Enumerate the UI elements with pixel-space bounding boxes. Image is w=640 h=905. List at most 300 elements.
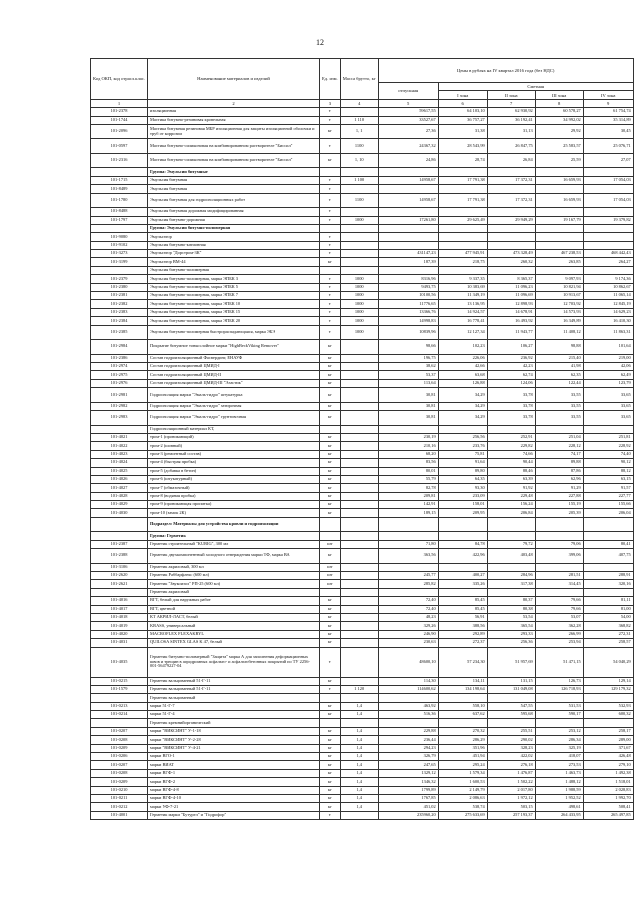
- name-cell: марки ВИАТ: [148, 761, 320, 769]
- zone-3-price-cell: 29,92: [535, 124, 583, 139]
- current-price-cell: 55,79: [378, 475, 438, 483]
- zone-4-price-cell: 33,65: [583, 411, 633, 426]
- zone-2-price-cell: 2 017,80: [487, 786, 535, 794]
- zone-3-price-cell: 205,39: [535, 509, 583, 517]
- current-price-cell: 83,56: [378, 459, 438, 467]
- mass-cell: [340, 108, 378, 116]
- table-row: [91, 475, 634, 483]
- table-row: [91, 292, 634, 300]
- zone-3-price-cell: [535, 168, 583, 176]
- zone-2-price-cell: [487, 719, 535, 727]
- code-cell: 101-0208: [91, 769, 148, 777]
- zone-3-price-cell: 126 718,93: [535, 685, 583, 693]
- zone-3-price-cell: 98,88: [535, 340, 583, 355]
- zone-1-price-cell: 14 924,57: [438, 308, 487, 316]
- zone-3-price-cell: 79,06: [535, 540, 583, 548]
- zone-4-price-cell: 54,00: [583, 613, 633, 621]
- zone-3-price-cell: 498,61: [535, 803, 583, 811]
- zone-4-price-cell: 600,32: [583, 711, 633, 719]
- table-row: [91, 803, 634, 811]
- unit-cell: т: [320, 283, 341, 291]
- zone-1-price-cell: 451,94: [438, 753, 487, 761]
- zone-1-price-cell: 85,45: [438, 597, 487, 605]
- current-price-cell: 1329,12: [378, 769, 438, 777]
- current-price-cell: 210,16: [378, 442, 438, 450]
- unit-cell: т: [320, 647, 341, 677]
- zone-3-price-cell: 60 578,27: [535, 108, 583, 116]
- zone-4-price-cell: [583, 168, 633, 176]
- table-body: [91, 108, 634, 820]
- zone-2-price-cell: 403,48: [487, 549, 535, 564]
- name-cell: марки ВГО-1: [148, 753, 320, 761]
- table-row: [91, 580, 634, 588]
- name-cell: Герметик кремнийорганический: [148, 719, 320, 727]
- unit-cell: кг: [320, 803, 341, 811]
- name-cell: Гидроизоляционный материал КТ,: [148, 425, 320, 433]
- zone-3-price-cell: 314,45: [535, 580, 583, 588]
- current-price-cell: 59617,55: [378, 108, 438, 116]
- zone-3-price-cell: 53,07: [535, 613, 583, 621]
- table-row: [91, 597, 634, 605]
- table-row: [91, 317, 634, 325]
- zone-2-price-cell: 106,27: [487, 340, 535, 355]
- code-cell: 101-2316: [91, 153, 148, 168]
- name-cell: Группа: Герметик: [148, 532, 320, 540]
- group-row: [91, 168, 634, 176]
- mass-cell: 1000: [340, 292, 378, 300]
- header-price-caption: Цены в рублях на IV квартал 2016 года (без НДС): [378, 59, 633, 83]
- zone-1-price-cell: 13 136,95: [438, 300, 487, 308]
- name-cell: Эмульсия битумно-полимерная, марка ЭПБК 7: [148, 292, 320, 300]
- table-row: [91, 613, 634, 621]
- header-zone-4: IV зона: [583, 91, 633, 99]
- zone-2-price-cell: 33,78: [487, 402, 535, 410]
- name-cell: Герметик двухкомпонентный холодного отверждения марки ТФ, марка ВА: [148, 549, 320, 564]
- mass-cell: 1,4: [340, 786, 378, 794]
- zone-3-price-cell: 33,55: [535, 388, 583, 403]
- zone-4-price-cell: 228,92: [583, 442, 633, 450]
- zone-1-price-cell: 10 383,69: [438, 283, 487, 291]
- current-price-cell: 13366,76: [378, 308, 438, 316]
- table-row: [91, 153, 634, 168]
- unit-cell: кг: [320, 340, 341, 355]
- code-cell: 101-0215: [91, 677, 148, 685]
- name-cell: Состав гидроизоляционный ЦМИД-II: [148, 371, 320, 379]
- code-cell: [91, 224, 148, 232]
- mass-cell: 1 100: [340, 176, 378, 184]
- unit-cell: [320, 168, 341, 176]
- unit-cell: кг: [320, 630, 341, 638]
- code-cell: 101-9102: [91, 241, 148, 249]
- zone-3-price-cell: 34 992,02: [535, 116, 583, 124]
- zone-2-price-cell: 257 193,37: [487, 811, 535, 819]
- zone-1-price-cell: 270,32: [438, 727, 487, 735]
- zone-2-price-cell: 260,32: [487, 258, 535, 266]
- current-price-cell: 246,90: [378, 630, 438, 638]
- current-price-cell: 1799,89: [378, 786, 438, 794]
- zone-2-price-cell: 503,15: [487, 803, 535, 811]
- mass-cell: [340, 613, 378, 621]
- zone-2-price-cell: 206,84: [487, 509, 535, 517]
- mass-cell: 1000: [340, 275, 378, 283]
- zone-2-price-cell: 473 328,49: [487, 250, 535, 258]
- zone-1-price-cell: 31,38: [438, 124, 487, 139]
- zone-4-price-cell: 11 065,14: [583, 292, 633, 300]
- code-cell: 101-2385: [91, 325, 148, 340]
- zone-4-price-cell: 25 076,71: [583, 139, 633, 154]
- table-row: [91, 354, 634, 362]
- current-price-cell: 1346,32: [378, 778, 438, 786]
- name-cell: Герметик Раббарфлекс (600 мл): [148, 572, 320, 580]
- zone-3-price-cell: 62,96: [535, 475, 583, 483]
- table-row: [91, 622, 634, 630]
- current-price-cell: 10839,96: [378, 325, 438, 340]
- table-row: [91, 753, 634, 761]
- current-price-cell: 33527,67: [378, 116, 438, 124]
- zone-2-price-cell: 252,91: [487, 433, 535, 441]
- current-price-cell: [378, 233, 438, 241]
- zone-1-price-cell: 1 600,53: [438, 778, 487, 786]
- current-price-cell: 9493,75: [378, 283, 438, 291]
- code-cell: 101-4029: [91, 501, 148, 509]
- current-price-cell: [378, 517, 438, 532]
- mass-cell: [340, 563, 378, 571]
- mass-cell: 1,4: [340, 803, 378, 811]
- zone-2-price-cell: [487, 563, 535, 571]
- zone-4-price-cell: 227,77: [583, 492, 633, 500]
- unit-cell: [320, 517, 341, 532]
- zone-3-price-cell: 126,73: [535, 677, 583, 685]
- mass-cell: 1,4: [340, 761, 378, 769]
- zone-2-price-cell: 256,36: [487, 639, 535, 647]
- mass-cell: [340, 224, 378, 232]
- current-price-cell: 245,77: [378, 572, 438, 580]
- zone-4-price-cell: 1 492,38: [583, 769, 633, 777]
- zone-3-price-cell: [535, 224, 583, 232]
- unit-cell: кг: [320, 492, 341, 500]
- zone-4-price-cell: 35 314,89: [583, 116, 633, 124]
- name-cell: Герметик "Звукоизол" РП-25 (600 мл): [148, 580, 320, 588]
- code-cell: 101-4024: [91, 459, 148, 467]
- header-mass: Масса брутто, кг: [340, 59, 378, 100]
- name-cell: Эмульгатор ВМ-44: [148, 258, 320, 266]
- colnum: 5: [378, 99, 438, 107]
- table-row: [91, 185, 634, 193]
- unit-cell: кг: [320, 379, 341, 387]
- code-cell: 101-2383: [91, 308, 148, 316]
- zone-3-price-cell: 253,94: [535, 639, 583, 647]
- zone-4-price-cell: [583, 241, 633, 249]
- table-row: [91, 727, 634, 735]
- zone-4-price-cell: 371,67: [583, 744, 633, 752]
- unit-cell: т: [320, 811, 341, 819]
- zone-1-price-cell: 42,66: [438, 362, 487, 370]
- zone-4-price-cell: 11 863,31: [583, 325, 633, 340]
- zone-4-price-cell: 33,65: [583, 402, 633, 410]
- code-cell: 101-4035: [91, 647, 148, 677]
- zone-3-price-cell: 25,59: [535, 153, 583, 168]
- zone-1-price-cell: 93,30: [438, 484, 487, 492]
- zone-1-price-cell: 64,35: [438, 475, 487, 483]
- name-cell: Герметик вальцованный: [148, 694, 320, 702]
- zone-1-price-cell: 233,76: [438, 442, 487, 450]
- unit-cell: [320, 266, 341, 274]
- table-row: [91, 241, 634, 249]
- unit-cell: кг: [320, 433, 341, 441]
- code-cell: 101-0210: [91, 786, 148, 794]
- table-row: [91, 266, 634, 274]
- zone-2-price-cell: 90,44: [487, 459, 535, 467]
- zone-3-price-cell: [535, 185, 583, 193]
- table-row: [91, 769, 634, 777]
- name-cell: Эмульсия битумно-полимерная, марка ЭПБК 20: [148, 317, 320, 325]
- zone-3-price-cell: [535, 233, 583, 241]
- mass-cell: [340, 379, 378, 387]
- unit-cell: кг: [320, 702, 341, 710]
- zone-1-price-cell: 558,10: [438, 702, 487, 710]
- name-cell: Эмульсия битумно-полимерная, марка ЭПБК 3: [148, 275, 320, 283]
- zone-2-price-cell: 11 943,77: [487, 325, 535, 340]
- unit-cell: кг: [320, 411, 341, 426]
- unit-cell: т: [320, 233, 341, 241]
- mass-cell: 1000: [340, 283, 378, 291]
- mass-cell: [340, 467, 378, 475]
- header-zone-1: I зона: [438, 91, 487, 99]
- table-row: [91, 761, 634, 769]
- unit-cell: т: [320, 139, 341, 154]
- mass-cell: 1,4: [340, 778, 378, 786]
- zone-2-price-cell: 12 898,93: [487, 300, 535, 308]
- zone-1-price-cell: 538,74: [438, 803, 487, 811]
- zone-3-price-cell: 1 463,73: [535, 769, 583, 777]
- zone-3-price-cell: 19 167,79: [535, 216, 583, 224]
- mass-cell: [340, 402, 378, 410]
- name-cell: марки ВГФ-4-8: [148, 786, 320, 794]
- zone-2-price-cell: 1 502,22: [487, 778, 535, 786]
- zone-2-price-cell: 80,37: [487, 597, 535, 605]
- unit-cell: кг: [320, 778, 341, 786]
- zone-3-price-cell: 228,12: [535, 442, 583, 450]
- zone-1-price-cell: [438, 694, 487, 702]
- name-cell: Группа: Эмульсии битумно-полимерная: [148, 224, 320, 232]
- table-row: [91, 258, 634, 266]
- code-cell: 101-3273: [91, 250, 148, 258]
- mass-cell: [340, 354, 378, 362]
- zone-1-price-cell: 91,64: [438, 459, 487, 467]
- zone-2-price-cell: [487, 168, 535, 176]
- name-cell: Мастика битумно-силиконовая на комбинированном растворителе "Биссил": [148, 153, 320, 168]
- code-cell: 101-4031: [91, 639, 148, 647]
- zone-4-price-cell: [583, 517, 633, 532]
- code-cell: 101-0207: [91, 761, 148, 769]
- unit-cell: кг: [320, 753, 341, 761]
- code-cell: 101-1744: [91, 116, 148, 124]
- zone-2-price-cell: 42,23: [487, 362, 535, 370]
- name-cell: Герметик вальцованный 51-Г-11: [148, 677, 320, 685]
- mass-cell: 1,4: [340, 795, 378, 803]
- current-price-cell: 229,88: [378, 727, 438, 735]
- zone-1-price-cell: 12 127,34: [438, 325, 487, 340]
- code-cell: 101-8489: [91, 185, 148, 193]
- zone-2-price-cell: 365,54: [487, 622, 535, 630]
- mass-cell: [340, 597, 378, 605]
- mass-cell: [340, 677, 378, 685]
- zone-2-price-cell: 91,92: [487, 484, 535, 492]
- unit-cell: т: [320, 193, 341, 208]
- name-cell: Эмульсия битумно-полимерная, марка ЭПБК 10: [148, 300, 320, 308]
- table-row: [91, 795, 634, 803]
- zone-1-price-cell: 1 579,34: [438, 769, 487, 777]
- zone-3-price-cell: 12 703,92: [535, 300, 583, 308]
- mass-cell: [340, 532, 378, 540]
- code-cell: 101-2984: [91, 340, 148, 355]
- colnum: 7: [487, 99, 535, 107]
- mass-cell: [340, 266, 378, 274]
- zone-1-price-cell: 256,56: [438, 433, 487, 441]
- zone-2-price-cell: [487, 588, 535, 596]
- zone-4-price-cell: 17 054,03: [583, 176, 633, 184]
- zone-3-price-cell: 1 988,59: [535, 786, 583, 794]
- table-row: [91, 308, 634, 316]
- mass-cell: 1000: [340, 325, 378, 340]
- unit-cell: кг: [320, 371, 341, 379]
- name-cell: QUILOSA SINTEX GLAS K 47, белый: [148, 639, 320, 647]
- zone-1-price-cell: 286,29: [438, 736, 487, 744]
- code-cell: 101-4020: [91, 630, 148, 638]
- current-price-cell: 38,62: [378, 362, 438, 370]
- table-row: [91, 124, 634, 139]
- zone-4-price-cell: 63,15: [583, 475, 633, 483]
- unit-cell: [320, 224, 341, 232]
- zone-3-price-cell: 264 433,95: [535, 811, 583, 819]
- zone-1-price-cell: 11 349,19: [438, 292, 487, 300]
- code-cell: 101-1715: [91, 176, 148, 184]
- current-price-cell: 285,82: [378, 580, 438, 588]
- current-price-cell: 294,23: [378, 744, 438, 752]
- group-row: [91, 517, 634, 532]
- zone-3-price-cell: 62,35: [535, 371, 583, 379]
- current-price-cell: 72,40: [378, 597, 438, 605]
- zone-4-price-cell: 368,82: [583, 622, 633, 630]
- code-cell: 101-2982: [91, 402, 148, 410]
- name-cell: марки 51-Г-7: [148, 702, 320, 710]
- zone-4-price-cell: 14 629,23: [583, 308, 633, 316]
- mass-cell: [340, 509, 378, 517]
- current-price-cell: [378, 588, 438, 596]
- zone-3-price-cell: [535, 241, 583, 249]
- zone-2-price-cell: 17 372,31: [487, 176, 535, 184]
- table-row: [91, 459, 634, 467]
- current-price-cell: [378, 425, 438, 433]
- code-cell: [91, 517, 148, 532]
- code-cell: 101-0214: [91, 711, 148, 719]
- zone-3-price-cell: 87,86: [535, 467, 583, 475]
- unit-cell: т: [320, 250, 341, 258]
- unit-cell: т: [320, 241, 341, 249]
- code-cell: 101-4026: [91, 475, 148, 483]
- zone-3-price-cell: 41,98: [535, 362, 583, 370]
- mass-cell: 1,4: [340, 736, 378, 744]
- zone-4-price-cell: 90,12: [583, 459, 633, 467]
- name-cell: тром-7 (обмазочный): [148, 484, 320, 492]
- mass-cell: [340, 241, 378, 249]
- group-row: [91, 224, 634, 232]
- current-price-cell: 98,66: [378, 340, 438, 355]
- zone-2-price-cell: 11 096,69: [487, 292, 535, 300]
- zone-4-price-cell: 17 054,03: [583, 193, 633, 208]
- name-cell: тром-1 (проникающий): [148, 433, 320, 441]
- code-cell: 101-4030: [91, 509, 148, 517]
- current-price-cell: 235960,20: [378, 811, 438, 819]
- table-row: [91, 492, 634, 500]
- colnum: 3: [320, 99, 341, 107]
- zone-4-price-cell: 42,06: [583, 362, 633, 370]
- current-price-cell: 48600,10: [378, 647, 438, 677]
- code-cell: 101-4017: [91, 605, 148, 613]
- name-cell: Гидроизоляция марки "Эмаль-гидро" штукатурка: [148, 388, 320, 403]
- zone-3-price-cell: 91,29: [535, 484, 583, 492]
- code-cell: 101-4022: [91, 442, 148, 450]
- mass-cell: [340, 258, 378, 266]
- current-price-cell: 189,15: [378, 509, 438, 517]
- zone-3-price-cell: 25 583,57: [535, 139, 583, 154]
- unit-cell: кг: [320, 402, 341, 410]
- mass-cell: [340, 588, 378, 596]
- zone-2-price-cell: 595,68: [487, 711, 535, 719]
- name-cell: тром-4 (быстрая пробка): [148, 459, 320, 467]
- zone-3-price-cell: 253,12: [535, 727, 583, 735]
- code-cell: 101-1780: [91, 193, 148, 208]
- zone-1-price-cell: 292,89: [438, 630, 487, 638]
- table-row: [91, 275, 634, 283]
- colnum: 6: [438, 99, 487, 107]
- table-row: [91, 139, 634, 154]
- name-cell: марки "ВИКСИНТ" У-1-18: [148, 727, 320, 735]
- unit-cell: кг: [320, 501, 341, 509]
- code-cell: 101-0597: [91, 139, 148, 154]
- unit-cell: т: [320, 275, 341, 283]
- zone-4-price-cell: 468 442,43: [583, 250, 633, 258]
- code-cell: 101-2981: [91, 388, 148, 403]
- mass-cell: [340, 411, 378, 426]
- zone-3-price-cell: [535, 266, 583, 274]
- group-row: [91, 532, 634, 540]
- mass-cell: 1 110: [340, 116, 378, 124]
- zone-3-price-cell: 16 659,93: [535, 176, 583, 184]
- zone-3-price-cell: 215,40: [535, 354, 583, 362]
- unit-cell: кг: [320, 549, 341, 564]
- code-cell: 101-2380: [91, 283, 148, 291]
- zone-1-price-cell: 295,24: [438, 761, 487, 769]
- current-price-cell: 14958,67: [378, 193, 438, 208]
- column-number-row: [91, 99, 634, 107]
- mass-cell: [340, 572, 378, 580]
- zone-1-price-cell: 218,75: [438, 258, 487, 266]
- name-cell: Мастика битумно-силиконовая на комбинированном растворителе "Биссил": [148, 139, 320, 154]
- table-row: [91, 208, 634, 216]
- current-price-cell: 14958,67: [378, 176, 438, 184]
- zone-3-price-cell: 273,53: [535, 761, 583, 769]
- zone-3-price-cell: 74,17: [535, 450, 583, 458]
- name-cell: Эмульгатор "Дорстром-3К": [148, 250, 320, 258]
- zone-4-price-cell: 426,48: [583, 753, 633, 761]
- name-cell: КТ АКРИЛ-ЛАСТ, белый: [148, 613, 320, 621]
- current-price-cell: 68,20: [378, 450, 438, 458]
- zone-1-price-cell: 16 778,41: [438, 317, 487, 325]
- unit-cell: кг: [320, 467, 341, 475]
- mass-cell: [340, 442, 378, 450]
- header-name: Наименование материалов и изделий: [148, 59, 320, 100]
